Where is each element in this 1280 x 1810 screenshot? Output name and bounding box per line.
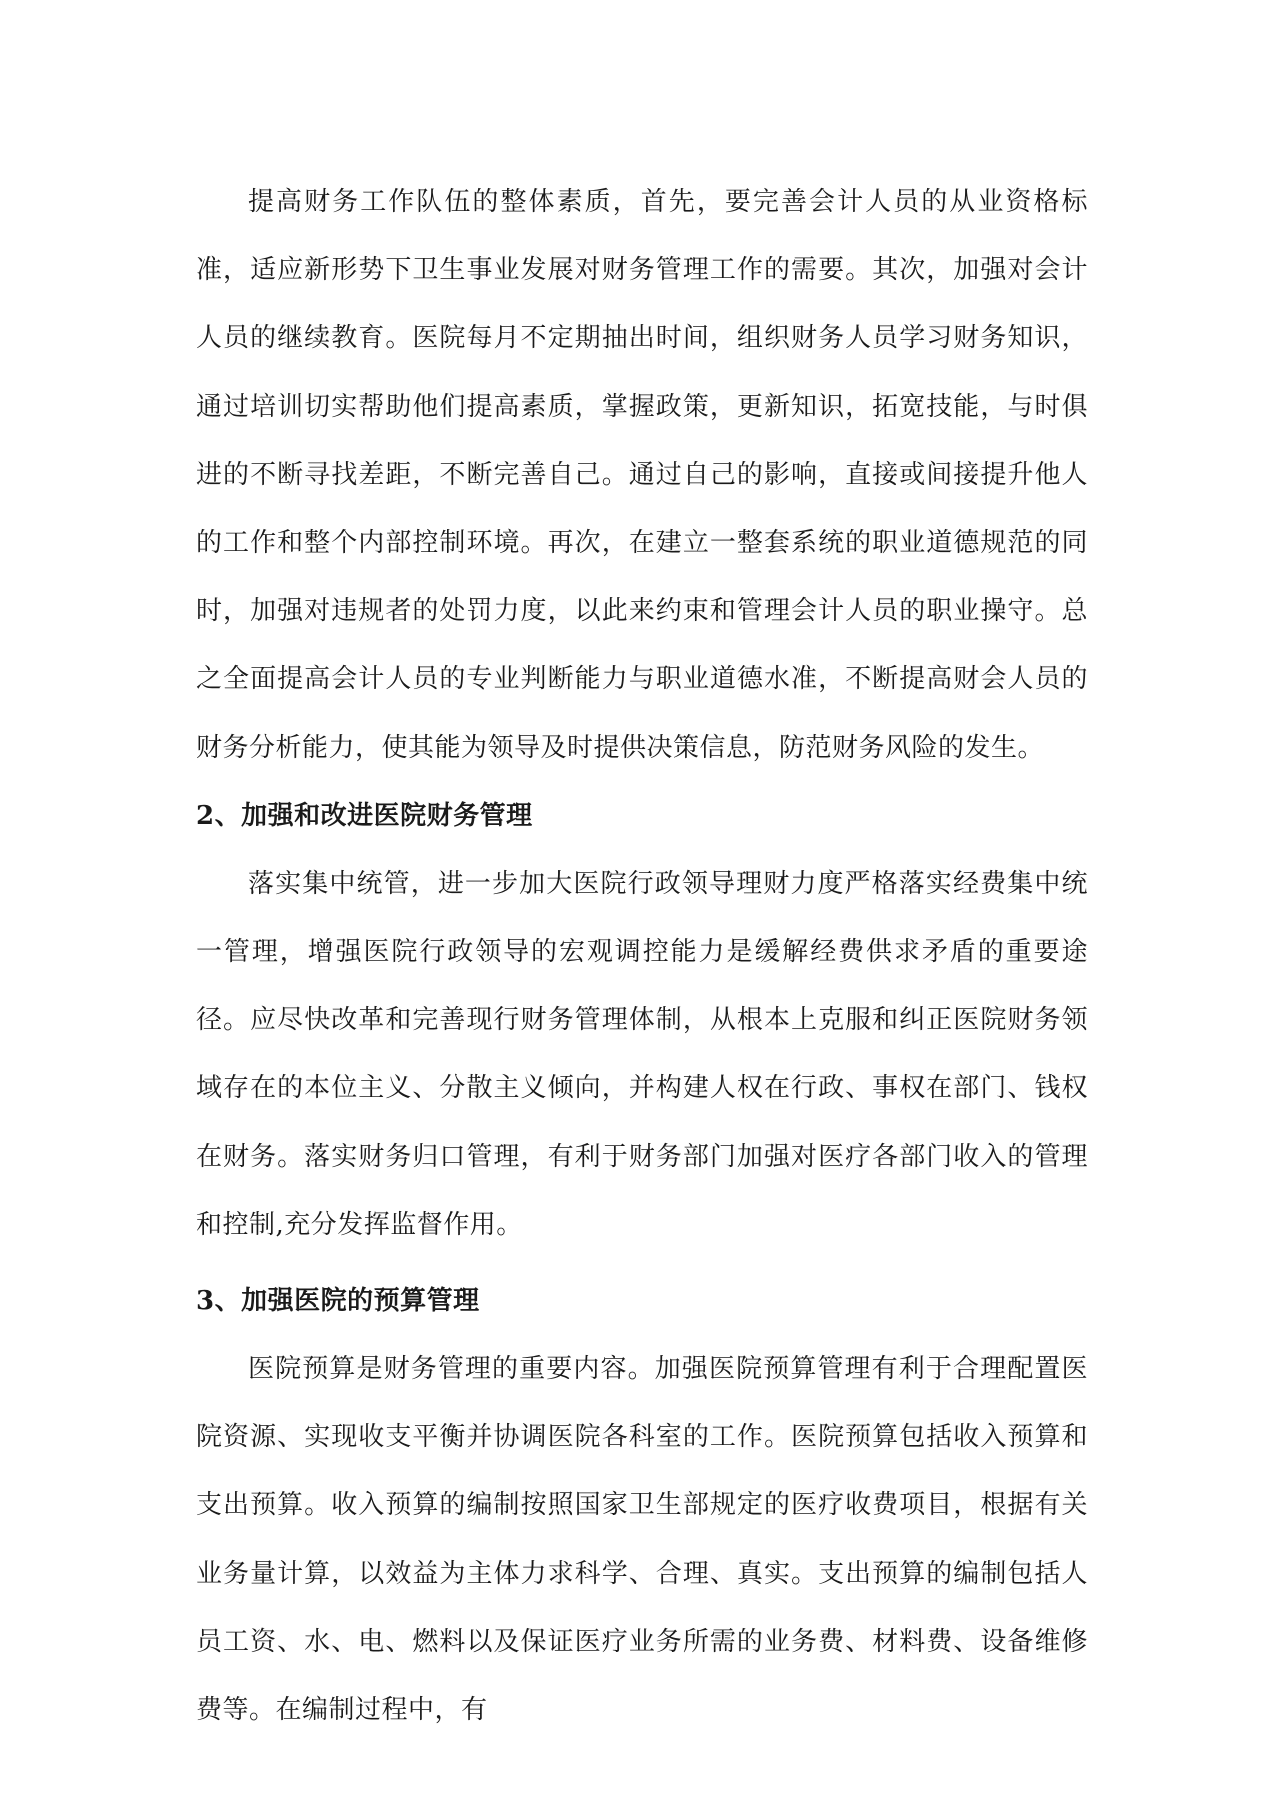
paragraph-staff-quality: 提高财务工作队伍的整体素质，首先，要完善会计人员的从业资格标准，适应新形势下卫生事业发展对财务管理工作的需要。其次，加强对会计人员的继续教育。医院每月不定期抽出时间，组织财务人员学习财务知识，通过培训切实帮助他们提高素质，掌握政策，更新知识，拓宽技能，与时俱进的不断寻找差距，不断完善自己。通过自己的影响，直接或间接提升他人的工作和整个内部控制环境。再次，在建立一整套系统的职业道德规范的同时，加强对违规者的处罚力度，以此来约束和管理会计人员的职业操守。总之全面提高会计人员的专业判断能力与职业道德水准，不断提高财会人员的财务分析能力，使其能为领导及时提供决策信息，防范财务风险的发生。 [196, 187, 1088, 763]
paragraph-centralized-management: 落实集中统管，进一步加大医院行政领导理财力度严格落实经费集中统一管理，增强医院行政领导的宏观调控能力是缓解经费供求矛盾的重要途径。应尽快改革和完善现行财务管理体制，从根本上克服和纠正医院财务领域存在的本位主义、分散主义倾向，并构建人权在行政、事权在部门、钱权在财务。落实财务归口管理，有利于财务部门加强对医疗各部门收入的管理和控制,充分发挥监督作用。 [196, 868, 1088, 1240]
section-heading-financial-management: 2、加强和改进医院财务管理 [196, 800, 533, 831]
section-heading-budget-management: 3、加强医院的预算管理 [196, 1286, 480, 1317]
document-page [196, 168, 1088, 1744]
paragraph-budget: 医院预算是财务管理的重要内容。加强医院预算管理有利于合理配置医院资源、实现收支平衡并协调医院各科室的工作。医院预算包括收入预算和支出预算。收入预算的编制按照国家卫生部规定的医疗收费项目，根据有关业务量计算，以效益为主体力求科学、合理、真实。支出预算的编制包括人员工资、水、电、燃料以及保证医疗业务所需的业务费、材料费、设备维修费等。在编制过程中，有 [196, 1354, 1088, 1726]
